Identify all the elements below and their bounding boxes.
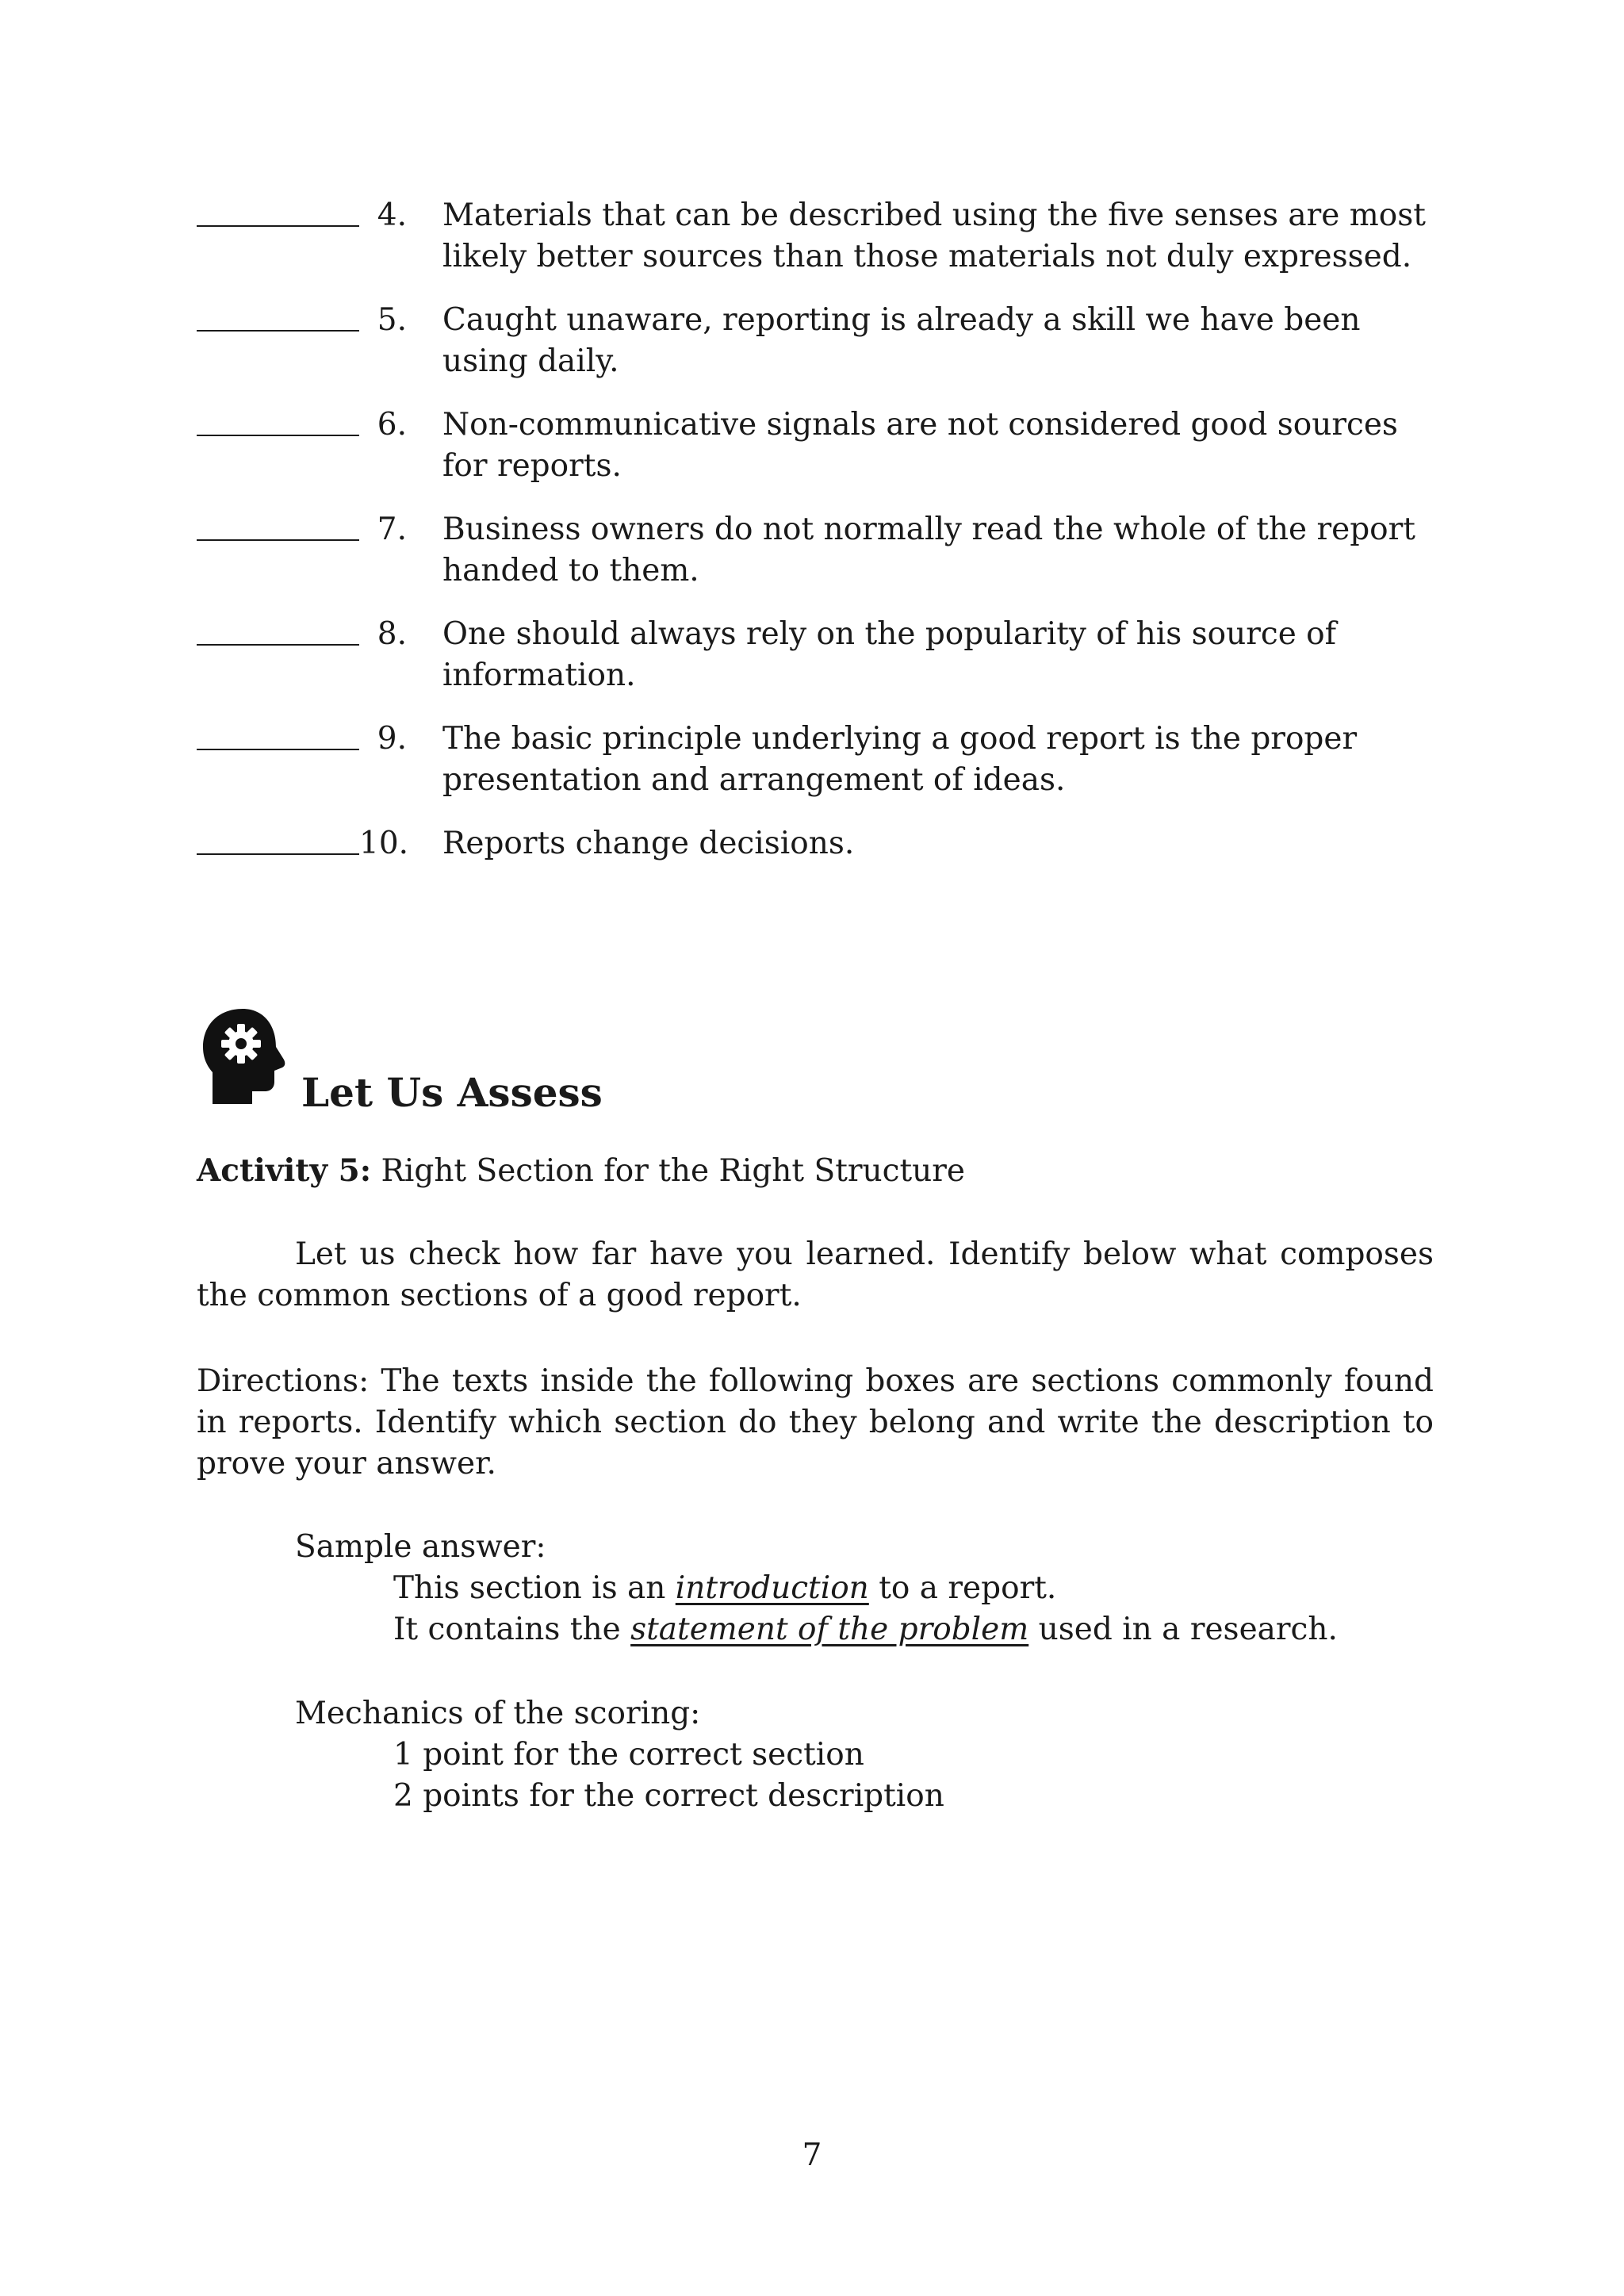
- sample-term-statement: statement of the problem: [630, 1612, 1029, 1647]
- item-text: Reports change decisions.: [442, 826, 855, 861]
- item-number: 6.: [377, 407, 407, 443]
- sample-text: This section is an: [393, 1570, 676, 1606]
- answer-blank[interactable]: [197, 300, 359, 332]
- item-number: 5.: [377, 302, 407, 338]
- section-title: Let Us Assess: [301, 1069, 603, 1116]
- sample-line-1: [295, 1568, 1421, 1609]
- mechanics-line: 2 points for the correct description: [393, 1778, 944, 1814]
- item-text: One should always rely on the popularity of his source of information.: [442, 616, 1337, 693]
- list-item: [197, 509, 1434, 592]
- sample-line-2: [295, 1609, 1421, 1650]
- answer-blank[interactable]: [197, 719, 359, 750]
- item-text: The basic principle underlying a good report is the proper presentation and arrangement of ideas.: [442, 721, 1358, 798]
- mechanics-line: 1 point for the correct section: [393, 1737, 864, 1773]
- directions-paragraph: Directions: The texts inside the following boxes are sections commonly found in reports. Identify which section do they belong and write the description to prove your answer.: [197, 1363, 1434, 1481]
- sample-heading: Sample answer:: [295, 1529, 546, 1565]
- mechanics-heading: Mechanics of the scoring:: [295, 1696, 701, 1731]
- true-false-items: [197, 195, 1434, 887]
- answer-blank[interactable]: [197, 614, 359, 646]
- activity-title: Right Section for the Right Structure: [381, 1153, 966, 1189]
- answer-blank[interactable]: [197, 509, 359, 541]
- list-item: [197, 823, 1434, 864]
- item-number: 9.: [377, 721, 407, 757]
- item-text: Non-communicative signals are not considered good sources for reports.: [442, 407, 1398, 484]
- answer-blank[interactable]: [197, 823, 359, 855]
- activity-label: Activity 5:: [197, 1152, 372, 1189]
- scoring-mechanics: [295, 1693, 1421, 1817]
- answer-blank[interactable]: [197, 195, 359, 227]
- answer-blank[interactable]: [197, 404, 359, 436]
- head-gear-icon: [197, 1006, 292, 1109]
- sample-text: It contains the: [393, 1612, 631, 1647]
- list-item: [197, 195, 1434, 278]
- intro-paragraph: Let us check how far have you learned. Identify below what composes the common sections of a good report.: [197, 1236, 1434, 1313]
- item-number: 7.: [377, 512, 407, 547]
- item-text: Business owners do not normally read the whole of the report handed to them.: [442, 512, 1415, 588]
- list-item: [197, 300, 1434, 382]
- item-number: 10.: [359, 826, 409, 861]
- section-header: [197, 1006, 990, 1133]
- item-text: Caught unaware, reporting is already a skill we have been using daily.: [442, 302, 1361, 379]
- activity-heading: [197, 1150, 1434, 1192]
- sample-text: to a report.: [868, 1570, 1057, 1606]
- item-number: 8.: [377, 616, 407, 652]
- item-text: Materials that can be described using the five senses are most likely better sources than those materials not duly expressed.: [442, 197, 1426, 274]
- sample-text: used in a research.: [1028, 1612, 1338, 1647]
- list-item: [197, 719, 1434, 801]
- page-number: 7: [802, 2137, 822, 2173]
- sample-answer: [295, 1527, 1421, 1650]
- item-number: 4.: [377, 197, 407, 233]
- list-item: [197, 404, 1434, 487]
- list-item: [197, 614, 1434, 696]
- sample-term-introduction: introduction: [675, 1570, 869, 1606]
